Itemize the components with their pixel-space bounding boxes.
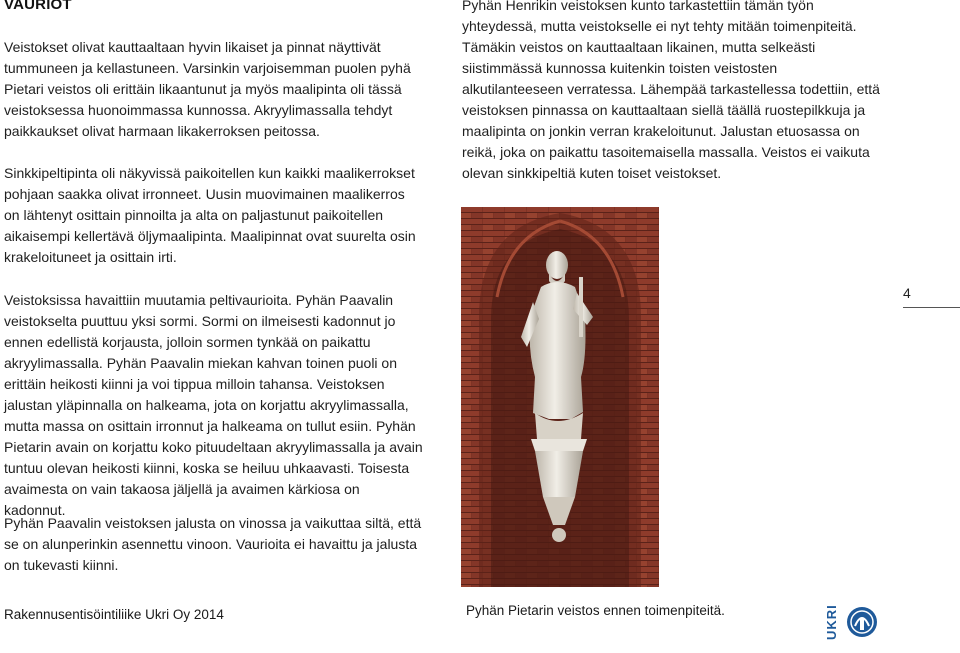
paragraph-zinc-surface: Sinkkipeltipinta oli näkyvissä paikoitellen kun kaikki maalikerrokset pohjaan saakka olivat irronneet. Uusin muovimainen maalikerros on lähtenyt osittain pinnoilta ja alta on paljastunut paikoitellen aikaisempi kellertävä öljymaalipinta. Maalipinnat ovat suurelta osin krakeloituneet ja osittain irti. (4, 165, 416, 265)
page-number-rule (903, 307, 960, 308)
section-heading: VAURIOT (4, 0, 72, 13)
svg-text:UKRI: UKRI (824, 604, 839, 640)
statue-photo (461, 207, 659, 587)
paragraph-henrik-statue: Pyhän Henrikin veistoksen kunto tarkastettiin tämän työn yhteydessä, mutta veistokselle ei nyt tehty mitään toimenpiteitä. Tämäkin veistos on kauttaaltaan likainen, mutta selkeästi siistimmässä kunnossa kuitenkin toisten veistosten alkutilanteeseen verratessa. Lähempää tarkastellessa todettiin, että veistoksen pinnassa on kauttaaltaan siellä täällä ruostepilkkuja ja maalipinta on jonkin verran krakeloitunut. Jalustan etuosassa on reikä, joka on paikattu tasoitemaisella massalla. Veistos ei vaikuta olevan sinkkipeltiä kuten toiset veistokset. (462, 0, 880, 181)
footer-company: Rakennusentisöintiliike Ukri Oy 2014 (4, 607, 224, 622)
paragraph-pedestal: Pyhän Paavalin veistoksen jalusta on vinossa ja vaikuttaa siltä, että se on alunperinkin asennettu vinoon. Vaurioita ei havaittu ja jalusta on tukevasti kiinni. (4, 515, 422, 573)
paragraph-dirt: Veistokset olivat kauttaaltaan hyvin likaiset ja pinnat näyttivät tummuneen ja kellastuneen. Varsinkin varjoisemman puolen pyhä Pietari veistos oli erittäin likaantunut ja myös maalipinta oli tässä veistoksessa huonoimmassa kunnossa. Akryylimassalla tehdyt paikkaukset olivat harmaan likakerroksen peitossa. (4, 39, 411, 139)
paragraph-sheet-damage: Veistoksissa havaittiin muutamia peltivaurioita. Pyhän Paavalin veistokselta puuttuu yksi sormi. Sormi on ilmeisesti kadonnut jo ennen edellistä korjausta, jolloin sormen tynkää on paikattu akryylimassalla. Pyhän Paavalin miekan kahvan toinen puoli on erittäin heikosti kiinni ja voi tippua milloin tahansa. Veistoksen jalustan yläpinnalla on halkeama, jota on korjattu akryylimassalla, mutta massa on osittain irronnut ja halkeama on tullut esiin. Pyhän Pietarin avain on korjattu koko pituudeltaan akryylimassalla ja avain tuntuu olevan heikosti kiinni, koska se heiluu uhkaavasti. Toisesta avaimesta on vain takaosa jäljellä ja avaimen kärkiosa on kadonnut. (4, 292, 423, 518)
photo-caption: Pyhän Pietarin veistos ennen toimenpiteitä. (466, 603, 725, 618)
ukri-logo (826, 596, 878, 648)
page-number: 4 (903, 285, 911, 301)
